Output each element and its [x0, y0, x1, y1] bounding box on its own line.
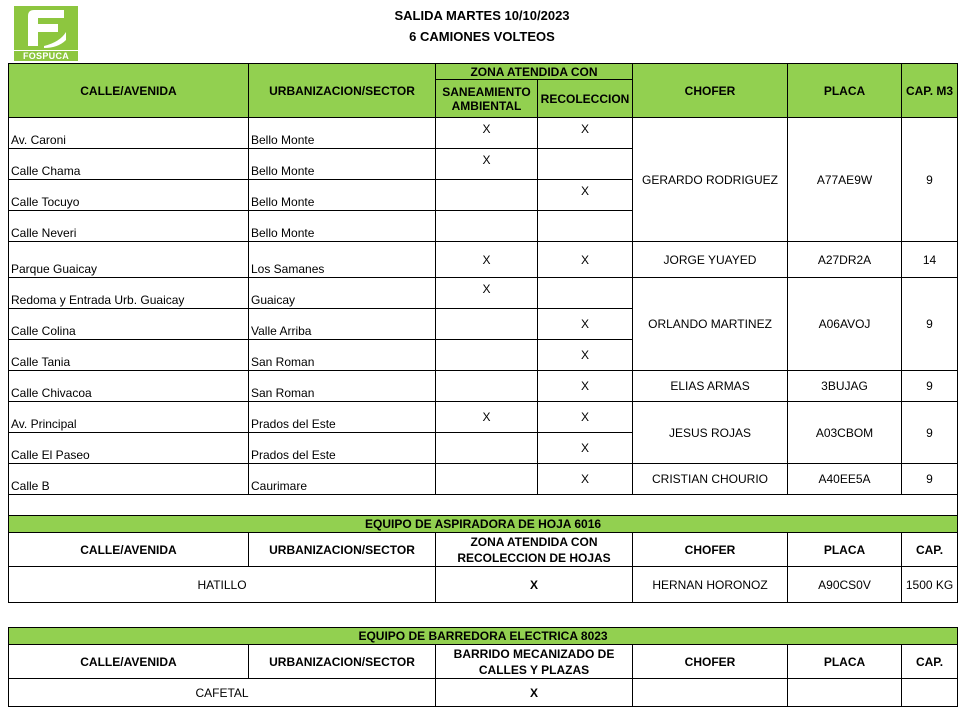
cell-urbanizacion: Bello Monte — [249, 211, 436, 242]
cell-calle: Calle Tocuyo — [9, 180, 249, 211]
asp-cell-placa: A90CS0V — [788, 567, 902, 603]
cell-saneamiento: X — [436, 242, 538, 278]
cell-calle: Av. Caroni — [9, 118, 249, 149]
cell-saneamiento — [436, 371, 538, 402]
cell-placa: A40EE5A — [788, 464, 902, 495]
cell-placa: A27DR2A — [788, 242, 902, 278]
bar-header-cap: CAP. — [902, 645, 958, 679]
cell-saneamiento: X — [436, 278, 538, 309]
col-header-cap: CAP. M3 — [902, 64, 958, 118]
col-header-placa: PLACA — [788, 64, 902, 118]
table-row — [9, 567, 958, 603]
cell-calle: Redoma y Entrada Urb. Guaicay — [9, 278, 249, 309]
cell-chofer: GERARDO RODRIGUEZ — [633, 118, 788, 242]
barredora-title: EQUIPO DE BARREDORA ELECTRICA 8023 — [9, 628, 958, 645]
spacer-cell — [9, 495, 958, 517]
cell-cap: 9 — [902, 402, 958, 464]
cell-cap: 14 — [902, 242, 958, 278]
bar-cell-chofer — [633, 679, 788, 707]
asp-header-cap: CAP. — [902, 533, 958, 567]
main-table — [8, 63, 958, 517]
asp-cell-cap: 1500 KG — [902, 567, 958, 603]
table-row — [9, 371, 958, 402]
cell-placa: 3BUJAG — [788, 371, 902, 402]
cell-recoleccion: X — [538, 118, 633, 149]
asp-cell-zona: X — [436, 567, 633, 603]
table-row — [9, 402, 958, 433]
page-title: SALIDA MARTES 10/10/2023 — [394, 8, 570, 23]
cell-saneamiento — [436, 464, 538, 495]
col-header-urbanizacion: URBANIZACION/SECTOR — [249, 64, 436, 118]
cell-chofer: JORGE YUAYED — [633, 242, 788, 278]
cell-recoleccion: X — [538, 180, 633, 211]
table-row — [9, 278, 958, 309]
col-header-saneamiento: SANEAMIENTO AMBIENTAL — [436, 80, 538, 118]
cell-urbanizacion: Prados del Este — [249, 433, 436, 464]
cell-calle: Calle Chama — [9, 149, 249, 180]
cell-chofer: JESUS ROJAS — [633, 402, 788, 464]
cell-chofer: ORLANDO MARTINEZ — [633, 278, 788, 371]
col-header-zona: ZONA ATENDIDA CON — [436, 64, 633, 80]
cell-placa: A03CBOM — [788, 402, 902, 464]
bar-header-calle: CALLE/AVENIDA — [9, 645, 249, 679]
col-header-chofer: CHOFER — [633, 64, 788, 118]
bar-header-zona: BARRIDO MECANIZADO DE CALLES Y PLAZAS — [436, 645, 633, 679]
cell-recoleccion: X — [538, 371, 633, 402]
cell-cap: 9 — [902, 118, 958, 242]
cell-calle: Parque Guaicay — [9, 242, 249, 278]
bar-header-urbanizacion: URBANIZACION/SECTOR — [249, 645, 436, 679]
cell-calle: Calle Chivacoa — [9, 371, 249, 402]
cell-saneamiento: X — [436, 149, 538, 180]
cell-urbanizacion: Bello Monte — [249, 118, 436, 149]
cell-urbanizacion: Los Samanes — [249, 242, 436, 278]
cell-recoleccion: X — [538, 340, 633, 371]
cell-saneamiento: X — [436, 402, 538, 433]
asp-cell-calle: HATILLO — [9, 567, 436, 603]
cell-saneamiento: X — [436, 118, 538, 149]
aspiradora-table — [8, 515, 958, 603]
cell-recoleccion: X — [538, 242, 633, 278]
cell-chofer: ELIAS ARMAS — [633, 371, 788, 402]
cell-calle: Calle Tania — [9, 340, 249, 371]
cell-urbanizacion: Valle Arriba — [249, 309, 436, 340]
asp-header-placa: PLACA — [788, 533, 902, 567]
cell-urbanizacion: Bello Monte — [249, 149, 436, 180]
table-row — [9, 464, 958, 495]
col-header-calle: CALLE/AVENIDA — [9, 64, 249, 118]
cell-cap: 9 — [902, 371, 958, 402]
table-row — [9, 679, 958, 707]
bar-cell-placa — [788, 679, 902, 707]
spacer-row — [9, 495, 958, 517]
asp-header-calle: CALLE/AVENIDA — [9, 533, 249, 567]
cell-calle: Calle Neveri — [9, 211, 249, 242]
asp-header-chofer: CHOFER — [633, 533, 788, 567]
bar-cell-zona: X — [436, 679, 633, 707]
cell-calle: Calle El Paseo — [9, 433, 249, 464]
cell-recoleccion — [538, 278, 633, 309]
barredora-table — [8, 627, 958, 707]
cell-cap: 9 — [902, 278, 958, 371]
bar-header-chofer: CHOFER — [633, 645, 788, 679]
bar-cell-cap — [902, 679, 958, 707]
cell-placa: A06AVOJ — [788, 278, 902, 371]
cell-saneamiento — [436, 340, 538, 371]
table-row — [9, 118, 958, 149]
cell-urbanizacion: Guaicay — [249, 278, 436, 309]
cell-calle: Av. Principal — [9, 402, 249, 433]
table-row — [9, 242, 958, 278]
cell-saneamiento — [436, 309, 538, 340]
cell-urbanizacion: San Roman — [249, 371, 436, 402]
cell-cap: 9 — [902, 464, 958, 495]
bar-header-placa: PLACA — [788, 645, 902, 679]
bar-cell-calle: CAFETAL — [9, 679, 436, 707]
cell-chofer: CRISTIAN CHOURIO — [633, 464, 788, 495]
cell-saneamiento — [436, 211, 538, 242]
logo-text: FOSPUCA — [14, 51, 78, 61]
aspiradora-title: EQUIPO DE ASPIRADORA DE HOJA 6016 — [9, 516, 958, 533]
cell-calle: Calle Colina — [9, 309, 249, 340]
asp-header-urbanizacion: URBANIZACION/SECTOR — [249, 533, 436, 567]
cell-urbanizacion: Bello Monte — [249, 180, 436, 211]
cell-recoleccion: X — [538, 309, 633, 340]
cell-calle: Calle B — [9, 464, 249, 495]
cell-urbanizacion: San Roman — [249, 340, 436, 371]
cell-recoleccion: X — [538, 433, 633, 464]
cell-recoleccion — [538, 149, 633, 180]
cell-recoleccion: X — [538, 464, 633, 495]
asp-header-zona: ZONA ATENDIDA CON RECOLECCION DE HOJAS — [436, 533, 633, 567]
col-header-recoleccion: RECOLECCION — [538, 80, 633, 118]
page-subtitle: 6 CAMIONES VOLTEOS — [409, 29, 555, 44]
cell-urbanizacion: Caurimare — [249, 464, 436, 495]
cell-saneamiento — [436, 433, 538, 464]
cell-urbanizacion: Prados del Este — [249, 402, 436, 433]
cell-recoleccion — [538, 211, 633, 242]
cell-placa: A77AE9W — [788, 118, 902, 242]
cell-recoleccion: X — [538, 402, 633, 433]
cell-saneamiento — [436, 180, 538, 211]
asp-cell-chofer: HERNAN HORONOZ — [633, 567, 788, 603]
